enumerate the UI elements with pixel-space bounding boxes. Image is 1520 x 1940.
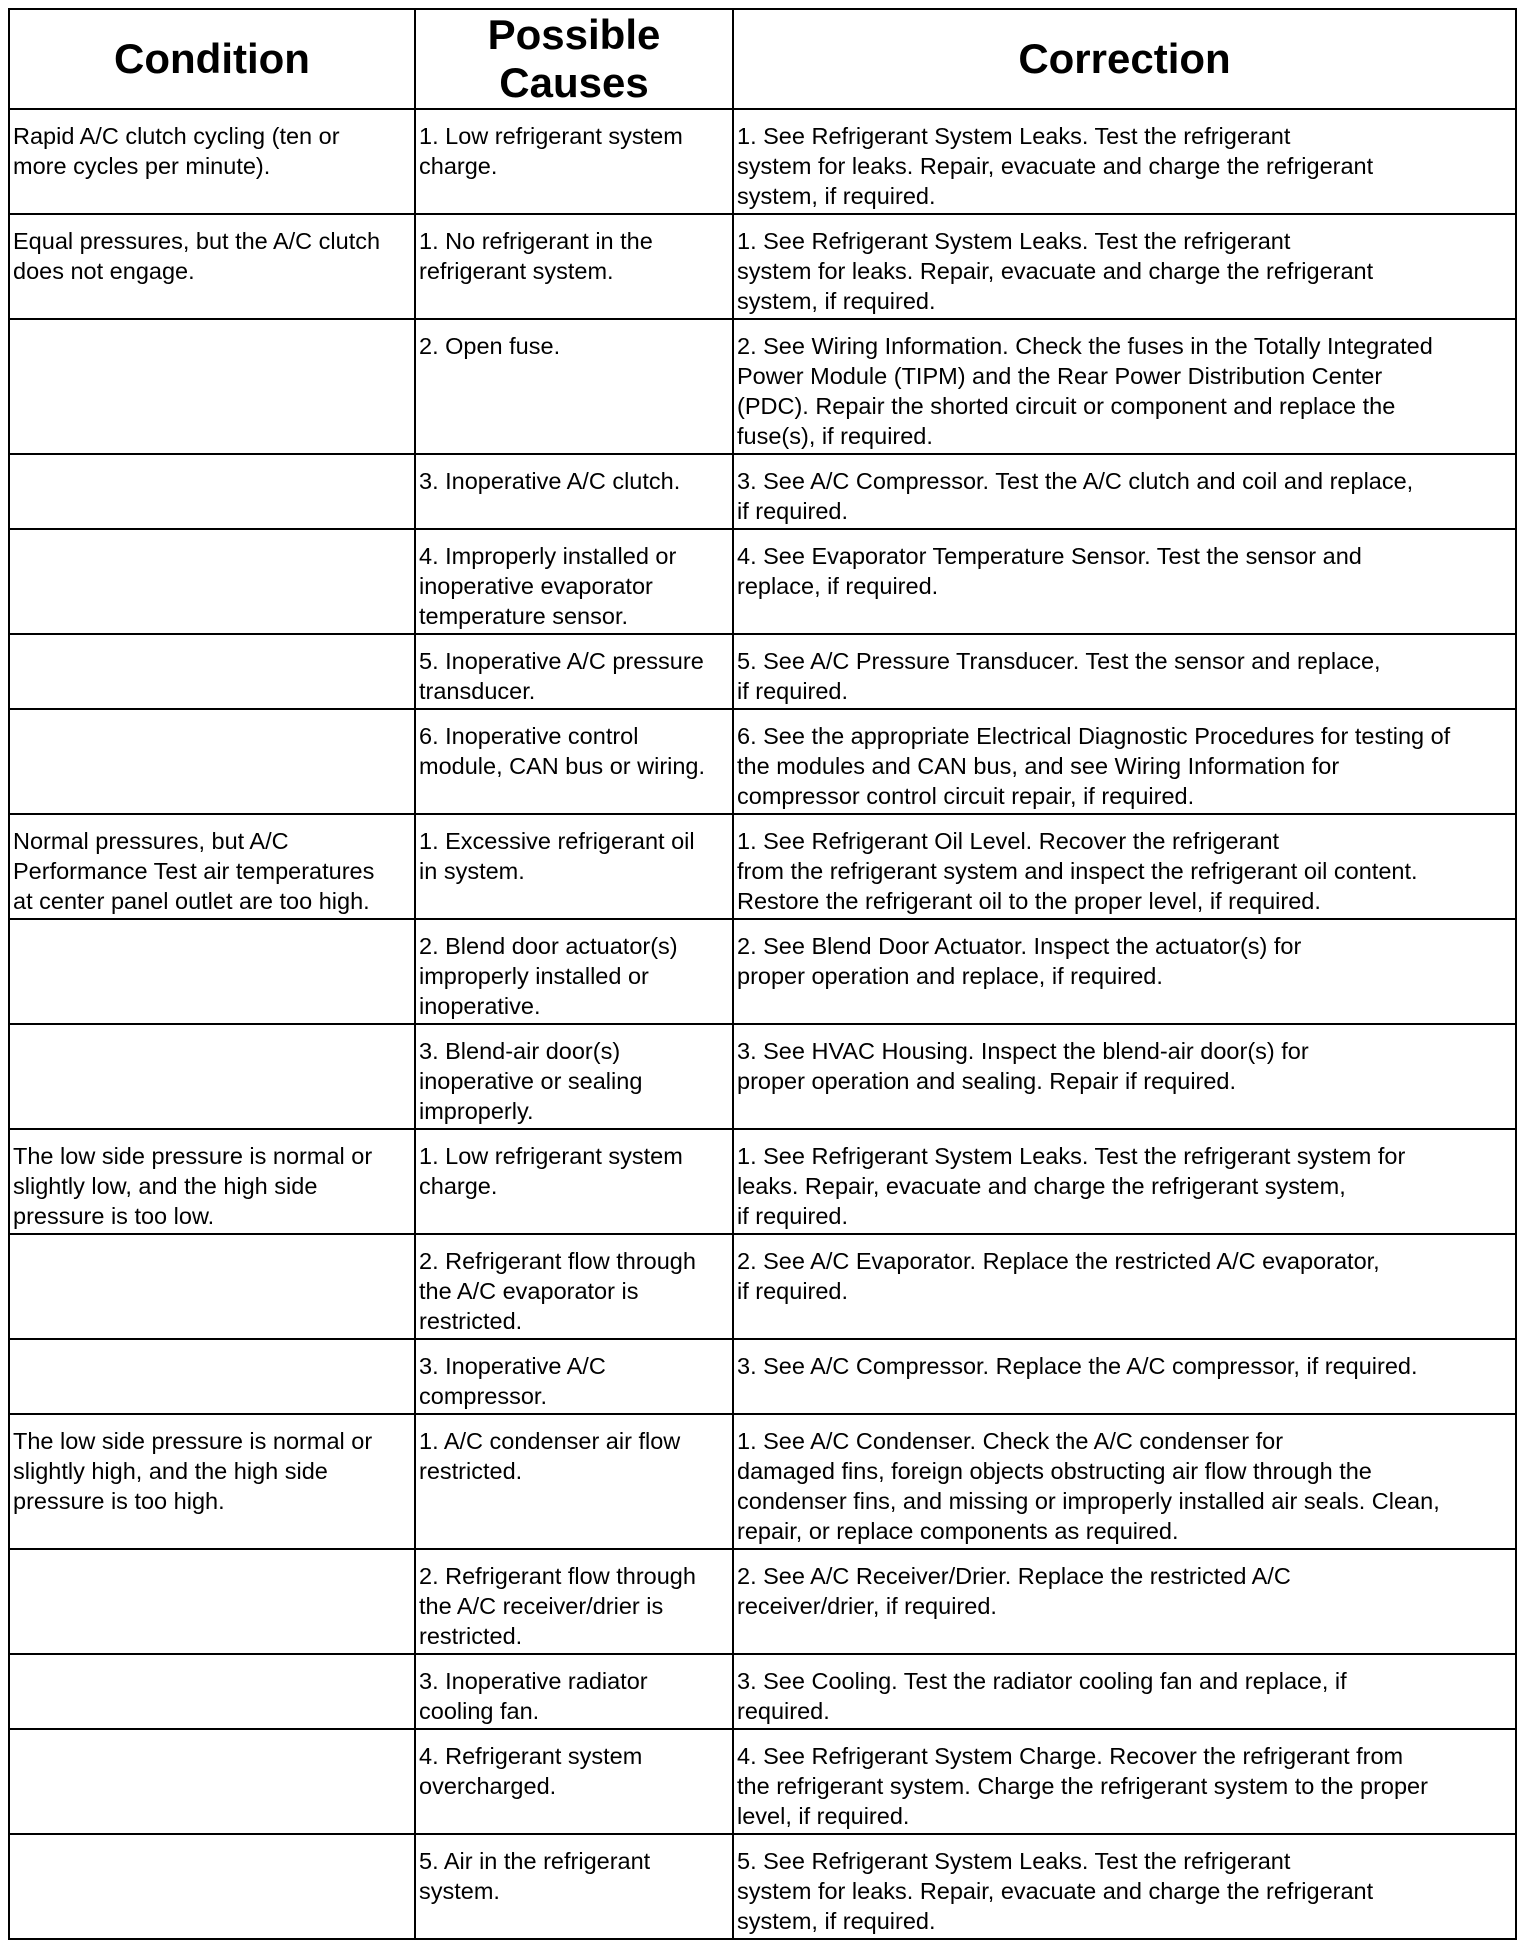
possible-cause-cell: 3. Blend-air door(s) inoperative or sealing improperly. <box>415 1024 733 1129</box>
header-correction: Correction <box>733 9 1516 109</box>
correction-cell: 3. See A/C Compressor. Replace the A/C compressor, if required. <box>733 1339 1516 1414</box>
condition-cell <box>9 1024 415 1129</box>
correction-cell: 6. See the appropriate Electrical Diagnostic Procedures for testing of the modules and CAN bus, and see Wiring Information for compressor control circuit repair, if required. <box>733 709 1516 814</box>
correction-cell: 5. See Refrigerant System Leaks. Test the refrigerant system for leaks. Repair, evacuate and charge the refrigerant system, if required. <box>733 1834 1516 1939</box>
possible-cause-cell: 3. Inoperative radiator cooling fan. <box>415 1654 733 1729</box>
correction-cell: 2. See A/C Receiver/Drier. Replace the restricted A/C receiver/drier, if required. <box>733 1549 1516 1654</box>
possible-cause-cell: 4. Refrigerant system overcharged. <box>415 1729 733 1834</box>
condition-cell <box>9 319 415 454</box>
possible-cause-cell: 1. Low refrigerant system charge. <box>415 1129 733 1234</box>
correction-cell: 1. See A/C Condenser. Check the A/C condenser for damaged fins, foreign objects obstructing air flow through the condenser fins, and missing or improperly installed air seals. Clean, repair, or replace components as required. <box>733 1414 1516 1549</box>
condition-cell: Normal pressures, but A/C Performance Test air temperatures at center panel outlet are too high. <box>9 814 415 919</box>
condition-cell <box>9 529 415 634</box>
table-row <box>9 1729 1516 1834</box>
table-row <box>9 319 1516 454</box>
table-row <box>9 709 1516 814</box>
correction-cell: 2. See Wiring Information. Check the fuses in the Totally Integrated Power Module (TIPM) and the Rear Power Distribution Center (PDC). Repair the shorted circuit or component and replace the fuse(s), if required. <box>733 319 1516 454</box>
correction-cell: 2. See A/C Evaporator. Replace the restricted A/C evaporator, if required. <box>733 1234 1516 1339</box>
possible-cause-cell: 3. Inoperative A/C clutch. <box>415 454 733 529</box>
possible-cause-cell: 1. A/C condenser air flow restricted. <box>415 1414 733 1549</box>
diagnosis-table <box>8 8 1517 1940</box>
header-condition: Condition <box>9 9 415 109</box>
condition-cell <box>9 1549 415 1654</box>
correction-cell: 1. See Refrigerant System Leaks. Test the refrigerant system for leaks. Repair, evacuate and charge the refrigerant system, if required. <box>733 214 1516 319</box>
condition-cell: The low side pressure is normal or slightly low, and the high side pressure is too low. <box>9 1129 415 1234</box>
header-row <box>9 9 1516 109</box>
correction-cell: 3. See A/C Compressor. Test the A/C clutch and coil and replace, if required. <box>733 454 1516 529</box>
table-row <box>9 454 1516 529</box>
header-possible-causes: Possible Causes <box>415 9 733 109</box>
correction-cell: 3. See HVAC Housing. Inspect the blend-air door(s) for proper operation and sealing. Repair if required. <box>733 1024 1516 1129</box>
table-row <box>9 1024 1516 1129</box>
condition-cell <box>9 634 415 709</box>
condition-cell: Equal pressures, but the A/C clutch does not engage. <box>9 214 415 319</box>
condition-cell <box>9 1729 415 1834</box>
condition-cell <box>9 1654 415 1729</box>
table-row <box>9 1234 1516 1339</box>
table-row <box>9 109 1516 214</box>
correction-cell: 1. See Refrigerant System Leaks. Test the refrigerant system for leaks. Repair, evacuate and charge the refrigerant system, if required. <box>733 109 1516 214</box>
table-row <box>9 814 1516 919</box>
correction-cell: 3. See Cooling. Test the radiator cooling fan and replace, if required. <box>733 1654 1516 1729</box>
possible-cause-cell: 4. Improperly installed or inoperative evaporator temperature sensor. <box>415 529 733 634</box>
condition-cell <box>9 1234 415 1339</box>
condition-cell: The low side pressure is normal or slightly high, and the high side pressure is too high. <box>9 1414 415 1549</box>
possible-cause-cell: 1. Low refrigerant system charge. <box>415 109 733 214</box>
correction-cell: 1. See Refrigerant Oil Level. Recover the refrigerant from the refrigerant system and inspect the refrigerant oil content. Restore the refrigerant oil to the proper level, if required. <box>733 814 1516 919</box>
table-row <box>9 1414 1516 1549</box>
possible-cause-cell: 5. Inoperative A/C pressure transducer. <box>415 634 733 709</box>
table-row <box>9 919 1516 1024</box>
condition-cell <box>9 454 415 529</box>
correction-cell: 5. See A/C Pressure Transducer. Test the sensor and replace, if required. <box>733 634 1516 709</box>
table-row <box>9 1129 1516 1234</box>
correction-cell: 4. See Refrigerant System Charge. Recover the refrigerant from the refrigerant system. Charge the refrigerant system to the proper level, if required. <box>733 1729 1516 1834</box>
table-row <box>9 1549 1516 1654</box>
correction-cell: 1. See Refrigerant System Leaks. Test the refrigerant system for leaks. Repair, evacuate and charge the refrigerant system, if required. <box>733 1129 1516 1234</box>
condition-cell <box>9 709 415 814</box>
table-row <box>9 214 1516 319</box>
possible-cause-cell: 2. Open fuse. <box>415 319 733 454</box>
table-body <box>9 109 1516 1939</box>
condition-cell <box>9 1834 415 1939</box>
possible-cause-cell: 3. Inoperative A/C compressor. <box>415 1339 733 1414</box>
possible-cause-cell: 1. Excessive refrigerant oil in system. <box>415 814 733 919</box>
condition-cell <box>9 919 415 1024</box>
possible-cause-cell: 5. Air in the refrigerant system. <box>415 1834 733 1939</box>
condition-cell <box>9 1339 415 1414</box>
possible-cause-cell: 2. Refrigerant flow through the A/C evaporator is restricted. <box>415 1234 733 1339</box>
condition-cell: Rapid A/C clutch cycling (ten or more cycles per minute). <box>9 109 415 214</box>
table-row <box>9 1834 1516 1939</box>
table-row <box>9 634 1516 709</box>
possible-cause-cell: 2. Blend door actuator(s) improperly installed or inoperative. <box>415 919 733 1024</box>
table-row <box>9 1339 1516 1414</box>
possible-cause-cell: 2. Refrigerant flow through the A/C receiver/drier is restricted. <box>415 1549 733 1654</box>
table-row <box>9 1654 1516 1729</box>
possible-cause-cell: 6. Inoperative control module, CAN bus or wiring. <box>415 709 733 814</box>
correction-cell: 4. See Evaporator Temperature Sensor. Test the sensor and replace, if required. <box>733 529 1516 634</box>
possible-cause-cell: 1. No refrigerant in the refrigerant system. <box>415 214 733 319</box>
table-row <box>9 529 1516 634</box>
correction-cell: 2. See Blend Door Actuator. Inspect the actuator(s) for proper operation and replace, if required. <box>733 919 1516 1024</box>
